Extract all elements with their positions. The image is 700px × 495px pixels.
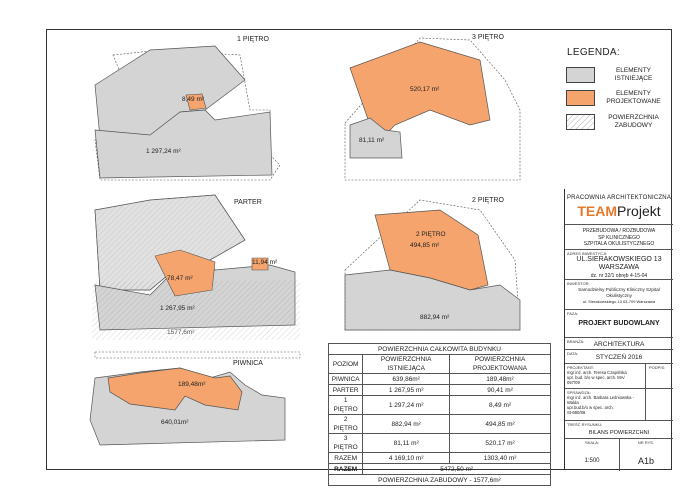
plan-parter-new-area-a: 78,47 m²: [167, 275, 193, 282]
project-name: [565, 224, 673, 249]
company-team: TEAM: [577, 203, 618, 219]
plan-piwnica-title: PIWNICA: [233, 360, 263, 367]
legend-swatch-footprint: [566, 114, 595, 130]
plan-3-pietro: [345, 38, 520, 180]
table-cell: 882,94 m²: [363, 415, 450, 434]
phase-value: PROJEKT BUDOWLANY: [578, 320, 660, 327]
table-cell: 1 PIĘTRO: [329, 396, 363, 415]
company-name-top: PRACOWNIA ARCHITEKTONICZNA: [566, 195, 672, 201]
address-line3: dz. nr 32/1 obręb 4-15-04: [590, 273, 648, 279]
plan-1-pietro-existing-area: 1 297,24 m²: [146, 148, 181, 155]
phase-section: [565, 309, 673, 337]
plan-1-pietro-title: 1 PIĘTRO: [237, 36, 269, 43]
plan-piwnica-new-area: 189,48m²: [178, 381, 206, 388]
table-footprint: POWIERZCHNIA ZABUDOWY - 1577,6m²: [329, 475, 551, 486]
date-caption: DATA:: [567, 351, 579, 356]
table-row: [329, 453, 551, 464]
plan-1-pietro: [95, 46, 280, 180]
table-row: [329, 385, 551, 396]
checker-line2: Walda: [567, 400, 579, 405]
legend-footprint-line2: ZABUDOWY: [614, 122, 653, 129]
plan-parter-existing-area: 1 267,95 m²: [160, 305, 195, 312]
investor-section: [565, 279, 673, 309]
legend-new-line1: ELEMENTY: [615, 90, 652, 97]
date-section: [565, 349, 673, 363]
scale-value: 1:500: [584, 458, 600, 464]
legend-title: LEGENDA:: [567, 47, 620, 58]
plan-2-pietro-existing-area: 882,94 m²: [420, 314, 450, 321]
address-line1: UL.SIERAKOWSKIEGO 13: [576, 256, 662, 263]
plan-3-pietro-title: 3 PIĘTRO: [472, 34, 504, 41]
company-logo: [565, 189, 673, 224]
address-line2: WARSZAWA: [598, 264, 640, 271]
table-cell: 2 PIĘTRO: [329, 415, 363, 434]
signature-caption: PODPIS:: [649, 365, 666, 370]
scale-caption: SKALA:: [584, 440, 599, 445]
designer-caption: PROJEKTANT:: [567, 365, 594, 370]
legend-new-line2: PROJEKTOWANE: [606, 98, 661, 105]
table-cell: PIWNICA: [329, 374, 363, 385]
address-caption: ADRES INWESTYCJI:: [567, 251, 608, 256]
table-cell: 494,85 m²: [450, 415, 551, 434]
project-line1: PRZEBUDOWA / ROZBUDOWA: [582, 228, 656, 234]
legend-existing-line1: ELEMENTY: [615, 67, 652, 74]
branch-section: [565, 337, 673, 349]
plan-2-pietro-new-area: 494,85 m²: [410, 242, 440, 249]
designer-line2: upr. bud. b/o w spec. arch. MA/: [567, 375, 625, 380]
drawing-value: BILANS POWIERZCHNI: [588, 430, 650, 436]
table-cell: RAZEM: [329, 453, 363, 464]
table-cell: PARTER: [329, 385, 363, 396]
area-table-header-new: POWIERZCHNIA PROJEKTOWANA: [450, 355, 551, 374]
table-row: [329, 374, 551, 385]
investor-line3: ul. Sierakowskiego 13 03-709 Warszawa: [582, 299, 656, 304]
table-total-row: [329, 464, 551, 475]
legend-footprint-line1: POWIERZCHNIA: [608, 114, 659, 121]
branch-caption: BRANŻA:: [567, 339, 585, 344]
plan-parter-new-area-b: 11,94 m²: [252, 259, 278, 266]
phase-caption: FAZA:: [567, 311, 579, 316]
plan-parter-footprint-area: 1577,6m²: [167, 329, 195, 336]
investor-line2: Okulistyczny: [606, 293, 632, 298]
table-cell: 1 297,24 m²: [363, 396, 450, 415]
area-table-title: POWIERZCHNIA CAŁKOWITA BUDYNKU: [329, 344, 551, 355]
table-cell: 90,41 m²: [450, 385, 551, 396]
table-cell: 81,11 m²: [363, 434, 450, 453]
investor-line1: Samodzielny Publiczny Kliniczny Szpital: [578, 287, 660, 292]
sheet-caption: NR RYS.: [637, 440, 655, 445]
plan-2-pietro: [345, 200, 520, 330]
legend-swatch-new: [566, 90, 595, 106]
designer-line1: mgr inż. arch. Teresa Czapińska: [567, 370, 627, 375]
branch-value: ARCHITEKTURA: [593, 341, 645, 348]
table-cell: 1303,40 m²: [450, 453, 551, 464]
plan-3-pietro-new-area: 520,17 m²: [410, 86, 440, 93]
drawing-caption: TREŚĆ RYSUNKU:: [567, 422, 603, 427]
plan-parter-title: PARTER: [234, 199, 262, 206]
investor-caption: INWESTOR:: [567, 281, 590, 286]
checker-line1: mgr inż. arch. Barbara Leśniowska -: [567, 395, 635, 400]
plan-parter: [92, 195, 300, 340]
checker-line4: St-680/86: [567, 410, 586, 415]
table-total-value: 5472,50 m²: [363, 464, 551, 475]
checker-caption: SPRAWDZIŁ:: [567, 390, 592, 395]
table-row: [329, 396, 551, 415]
table-row: [329, 434, 551, 453]
title-block: [564, 189, 672, 470]
checker-line3: upr.bud.b/o w spec. arch.: [567, 405, 614, 410]
designer-section: [565, 363, 673, 388]
table-total-label: RAZEM: [329, 464, 363, 475]
table-cell: 1 267,95 m²: [363, 385, 450, 396]
plan-piwnica-existing-area: 640,01m²: [161, 419, 189, 426]
project-line2: SP KLINICZNEGO: [598, 234, 640, 241]
legend-swatch-existing: [566, 67, 595, 83]
table-cell: 8,49 m²: [450, 396, 551, 415]
table-cell: 3 PIĘTRO: [329, 434, 363, 453]
plan-1-pietro-new-area: 8,49 m²: [182, 96, 205, 103]
plan-2-pietro-new-label: 2 PIĘTRO: [416, 231, 446, 238]
checker-section: [565, 388, 673, 420]
area-table-header-existing: POWIERZCHNIA ISTNIEJĄCA: [363, 355, 450, 374]
address-section: [565, 249, 673, 279]
area-table: [328, 343, 551, 486]
designer-line3: 057/09: [567, 380, 580, 385]
table-cell: 520,17 m²: [450, 434, 551, 453]
date-value: STYCZEŃ 2016: [595, 354, 643, 361]
area-table-header-level: POZIOM: [329, 355, 363, 374]
drawing-section: [565, 420, 673, 438]
sheet-value: A1b: [637, 456, 654, 466]
project-line3: SZPITALA OKULISTYCZNEGO: [583, 241, 655, 247]
table-cell: 4 169,10 m²: [363, 453, 450, 464]
legend-existing-line2: ISTNIEJĄCE: [614, 75, 653, 82]
plan-piwnica: [90, 352, 300, 445]
table-footprint-row: [329, 475, 551, 486]
table-row: [329, 415, 551, 434]
plan-3-pietro-existing-area: 81,11 m²: [359, 137, 385, 144]
company-projekt: Projekt: [617, 203, 661, 219]
scale-section: [565, 438, 673, 470]
table-cell: 189,48m²: [450, 374, 551, 385]
plan-2-pietro-title: 2 PIĘTRO: [472, 197, 504, 204]
table-cell: 639,86m²: [363, 374, 450, 385]
